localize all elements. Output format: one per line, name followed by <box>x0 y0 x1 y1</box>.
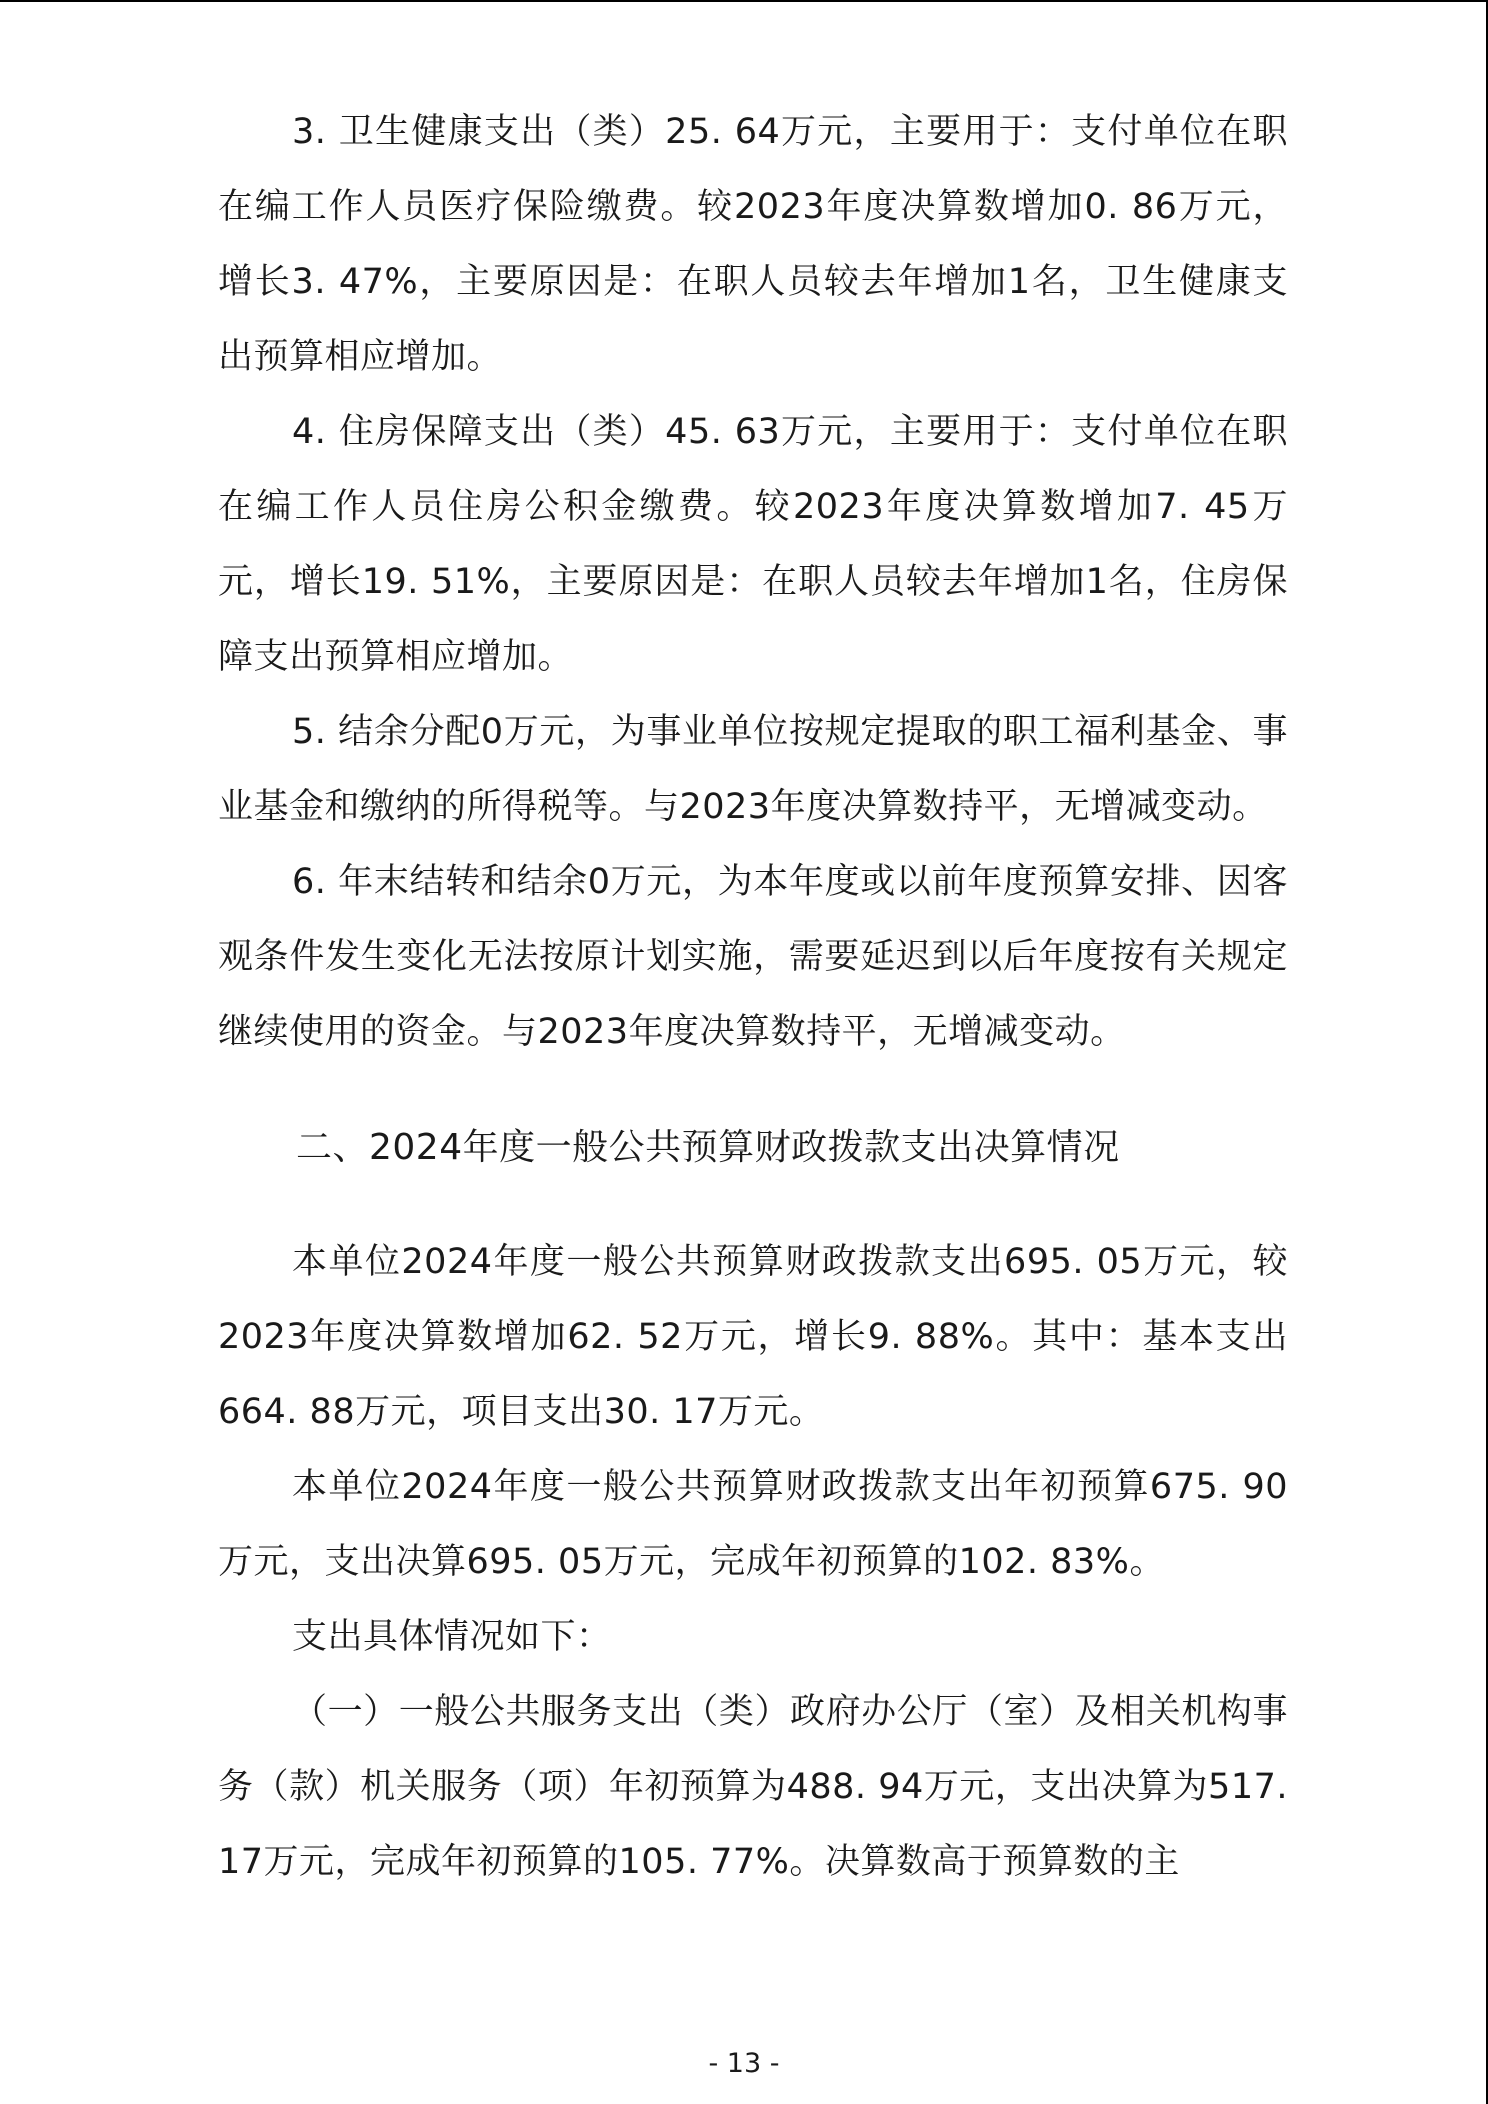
paragraph-surplus-distribution: 5. 结余分配0万元，为事业单位按规定提取的职工福利基金、事业基金和缴纳的所得税等。与2023年度决算数持平，无增减变动。 <box>218 712 1288 827</box>
paragraph-general-public-services: （一）一般公共服务支出（类）政府办公厅（室）及相关机构事务（款）机关服务（项）年初预算为488. 94万元，支出决算为517. 17万元，完成年初预算的105. 77%。决算数高于预算数的主 <box>218 1692 1288 1882</box>
paragraph-total-expenditure: 本单位2024年度一般公共预算财政拨款支出695. 05万元，较2023年度决算数增加62. 52万元，增长9. 88%。其中：基本支出664. 88万元，项目支出30. 17万元。 <box>218 1242 1288 1432</box>
paragraph-details-intro: 支出具体情况如下： <box>292 1617 612 1657</box>
paragraph-year-end-carryover: 6. 年末结转和结余0万元，为本年度或以前年度预算安排、因客观条件发生变化无法按原计划实施，需要延迟到以后年度按有关规定继续使用的资金。与2023年度决算数持平，无增减变动。 <box>218 862 1288 1052</box>
paragraph-budget-completion: 本单位2024年度一般公共预算财政拨款支出年初预算675. 90万元，支出决算695. 05万元，完成年初预算的102. 83%。 <box>218 1467 1288 1582</box>
paragraph-health-expenditure: 3. 卫生健康支出（类）25. 64万元，主要用于：支付单位在职在编工作人员医疗保险缴费。较2023年度决算数增加0. 86万元，增长3. 47%，主要原因是：在职人员较去年增加1名，卫生健康支出预算相应增加。 <box>218 112 1288 377</box>
page-number: - 13 - <box>708 2048 780 2079</box>
section-heading: 二、2024年度一般公共预算财政拨款支出决算情况 <box>296 1127 1120 1168</box>
paragraph-housing-expenditure: 4. 住房保障支出（类）45. 63万元，主要用于：支付单位在职在编工作人员住房公积金缴费。较2023年度决算数增加7. 45万元，增长19. 51%，主要原因是：在职人员较去年增加1名，住房保障支出预算相应增加。 <box>218 412 1288 677</box>
document-body <box>218 95 1288 1900</box>
page-border-top <box>0 0 1488 2</box>
